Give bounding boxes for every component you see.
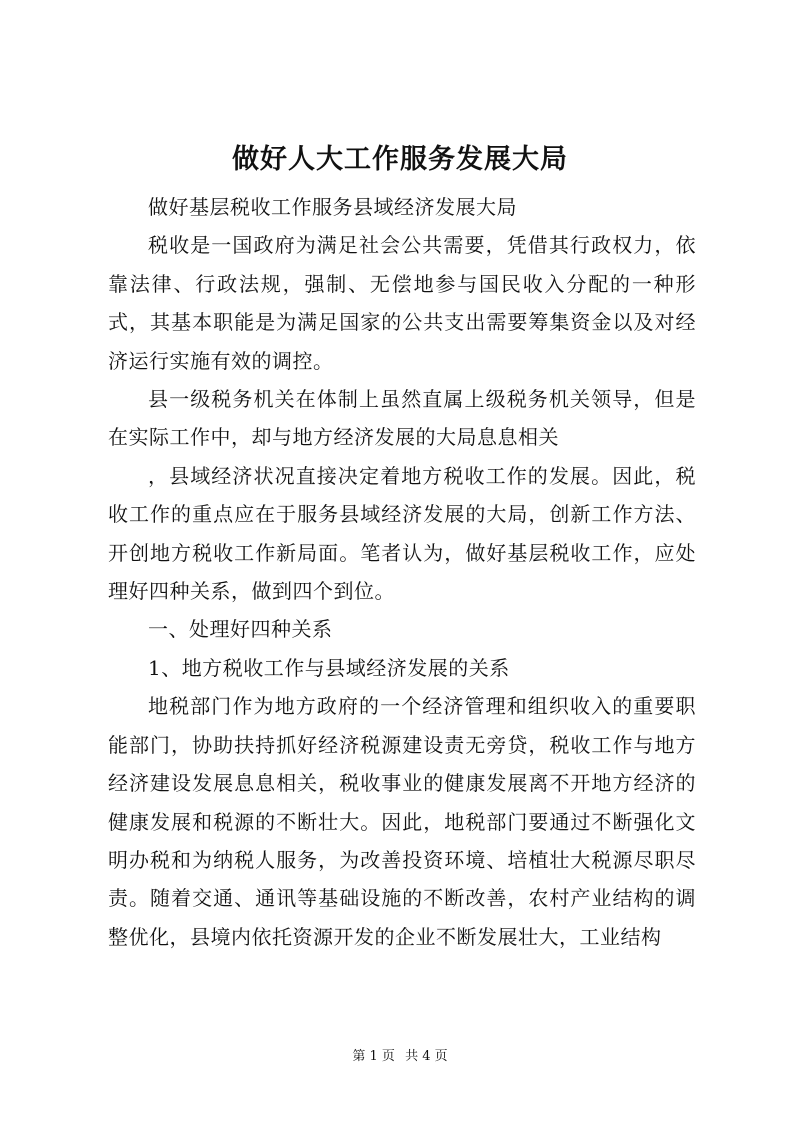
- page-footer: [0, 1047, 800, 1067]
- section-heading: 一、处理好四种关系: [148, 617, 333, 642]
- page-total: 共 4 页: [405, 1049, 448, 1064]
- paragraph: 地税部门作为地方政府的一个经济管理和组织收入的重要职能部门，协助扶持抓好经济税源建设责无旁贷，税收工作与地方经济建设发展息息相关，税收事业的健康发展离不开地方经济的健康发展和税源的不断壮大。因此，地税部门要通过不断强化文明办税和为纳税人服务，为改善投资环境、培植壮大税源尽职尽责。随着交通、通讯等基础设施的不断改善，农村产业结构的调整优化，县境内依托资源开发的企业不断发展壮大，工业结构: [108, 694, 696, 949]
- paragraph-subtitle: 做好基层税收工作服务县域经济发展大局: [148, 195, 517, 219]
- document-title: 做好人大工作服务发展大局: [232, 144, 568, 175]
- subsection-heading: 1、地方税收工作与县域经济发展的关系: [148, 655, 510, 680]
- document-body: [108, 188, 696, 956]
- page-number: 第 1 页: [352, 1049, 395, 1064]
- paragraph: 县一级税务机关在体制上虽然直属上级税务机关领导，但是在实际工作中，却与地方经济发展的大局息息相关: [108, 387, 696, 450]
- paragraph: 税收是一国政府为满足社会公共需要，凭借其行政权力，依靠法律、行政法规，强制、无偿地参与国民收入分配的一种形式，其基本职能是为满足国家的公共支出需要筹集资金以及对经济运行实施有效的调控。: [108, 233, 696, 373]
- paragraph: ，县域经济状况直接决定着地方税收工作的发展。因此，税收工作的重点应在于服务县域经济发展的大局，创新工作方法、开创地方税收工作新局面。笔者认为，做好基层税收工作，应处理好四种关系，做到四个到位。: [108, 463, 696, 604]
